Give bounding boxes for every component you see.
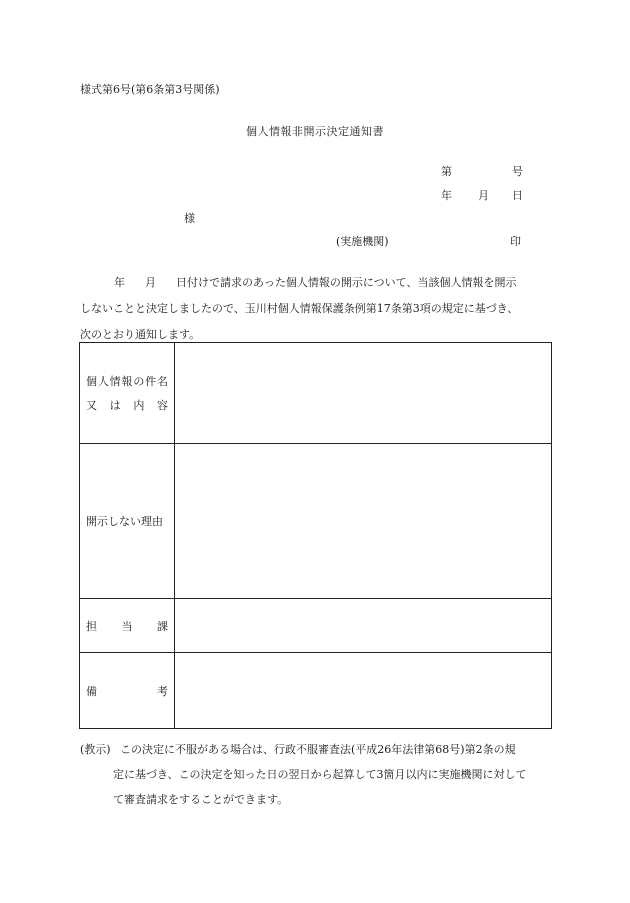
- reason-label: 開示しない理由: [86, 515, 163, 528]
- table-row-reason: [80, 444, 552, 599]
- notice-line2: 定に基づき、この決定を知った日の翌日から起算して3箇月以内に実施機関に対して: [113, 768, 527, 781]
- department-label: 担当課: [86, 619, 168, 633]
- subject-label-line1: 個人情報の件名: [86, 375, 168, 388]
- body-year: 年: [114, 276, 125, 289]
- body-paragraph: [80, 270, 555, 348]
- department-value-cell[interactable]: [175, 599, 552, 653]
- body-text-line3: 次のとおり通知します。: [80, 328, 201, 341]
- remarks-value-cell[interactable]: [175, 653, 552, 729]
- notice-line1: この決定に不服がある場合は、行政不服審査法(平成26年法律第68号)第2条の規: [120, 743, 516, 756]
- subject-label-cell: [80, 343, 175, 444]
- form-id: 様式第6号(第6条第3号関係): [80, 83, 220, 96]
- notice-line3: て審査請求をすることができます。: [113, 793, 289, 806]
- remarks-label: 備考: [86, 684, 168, 698]
- number-suffix: 号: [512, 165, 523, 178]
- notice-label: (教示): [80, 743, 111, 756]
- seal-label: 印: [510, 235, 521, 248]
- subject-label-line2: 又は内容: [86, 399, 168, 412]
- body-month: 月: [145, 276, 156, 289]
- number-prefix: 第: [441, 165, 452, 178]
- body-text-line2: しないことと決定しましたので、玉川村個人情報保護条例第17条第3項の規定に基づき、: [80, 302, 519, 315]
- table-row-subject: [80, 343, 552, 444]
- info-table: [79, 342, 552, 729]
- date-month: 月: [478, 189, 489, 202]
- subject-value-cell[interactable]: [175, 343, 552, 444]
- agency-label: (実施機関): [336, 235, 389, 248]
- department-label-cell: [80, 599, 175, 653]
- notice-block: [80, 737, 555, 812]
- remarks-label-cell: [80, 653, 175, 729]
- table-row-department: [80, 599, 552, 653]
- body-text-line1: 日付けで請求のあった個人情報の開示について、当該個人情報を開示: [176, 276, 517, 289]
- addressee-honorific: 様: [184, 212, 195, 225]
- reason-label-cell: [80, 444, 175, 599]
- table-row-remarks: [80, 653, 552, 729]
- date-day: 日: [512, 189, 523, 202]
- document-title: 個人情報非開示決定通知書: [246, 125, 384, 138]
- reason-value-cell[interactable]: [175, 444, 552, 599]
- date-year: 年: [441, 189, 452, 202]
